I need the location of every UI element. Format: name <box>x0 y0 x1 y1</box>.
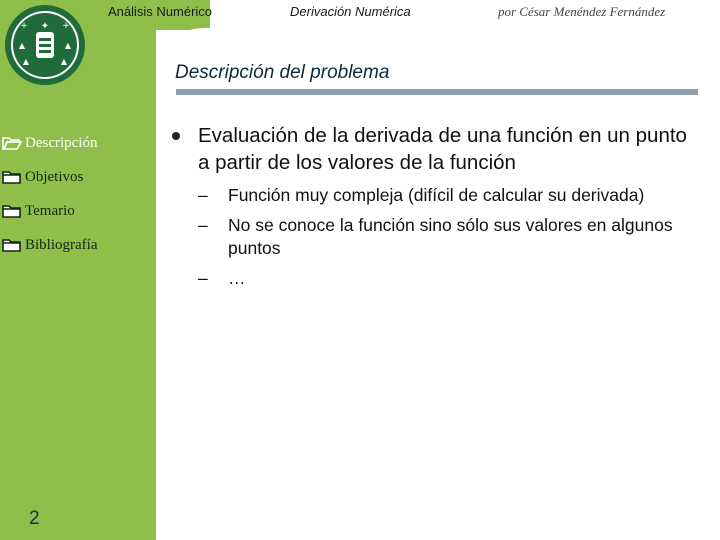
sidebar-item-label: Objetivos <box>25 168 84 185</box>
main-bullet-text: Evaluación de la derivada de una función en un punto a partir de los valores de la función <box>198 124 687 174</box>
university-seal-icon <box>2 2 88 93</box>
sidebar-item-objetivos[interactable] <box>2 160 152 194</box>
list-item-text: … <box>228 268 246 288</box>
bullet-dot-icon <box>172 132 180 140</box>
slide-content <box>168 122 688 297</box>
sidebar-item-descripcion[interactable] <box>2 126 152 160</box>
sidebar-item-label: Descripción <box>25 134 98 151</box>
folder-icon <box>2 237 22 253</box>
list-item-text: No se conoce la función sino sólo sus valores en algunos puntos <box>228 215 673 258</box>
section-title: Descripción del problema <box>175 62 390 83</box>
svg-text:▲: ▲ <box>60 57 68 66</box>
svg-text:▲: ▲ <box>64 41 72 50</box>
list-item <box>198 267 688 290</box>
folder-icon <box>2 203 22 219</box>
folder-open-icon <box>2 135 22 151</box>
dash-icon: – <box>198 185 208 205</box>
dash-icon: – <box>198 215 208 235</box>
svg-text:✦: ✦ <box>40 21 50 32</box>
sidebar-item-label: Temario <box>25 202 75 219</box>
folder-icon <box>2 169 22 185</box>
title-rule <box>176 89 698 95</box>
topic-title: Derivación Numérica <box>290 4 411 19</box>
svg-text:+: + <box>20 21 28 31</box>
svg-text:+: + <box>62 21 70 31</box>
svg-text:▲: ▲ <box>18 41 26 50</box>
svg-text:▲: ▲ <box>22 57 30 66</box>
author-credit: por César Menéndez Fernández <box>498 4 666 19</box>
main-bullet <box>168 122 688 176</box>
dash-icon: – <box>198 268 208 288</box>
page-number: 2 <box>29 508 40 529</box>
sidebar-item-bibliografia[interactable] <box>2 228 152 262</box>
sidebar-item-label: Bibliografía <box>25 236 98 253</box>
list-item-text: Función muy compleja (difícil de calcular su derivada) <box>228 185 645 205</box>
list-item <box>198 184 688 207</box>
course-title: Análisis Numérico <box>108 4 213 19</box>
sub-bullet-list <box>198 184 688 290</box>
sidebar-item-temario[interactable] <box>2 194 152 228</box>
list-item <box>198 214 688 260</box>
sidebar-nav <box>2 126 152 262</box>
